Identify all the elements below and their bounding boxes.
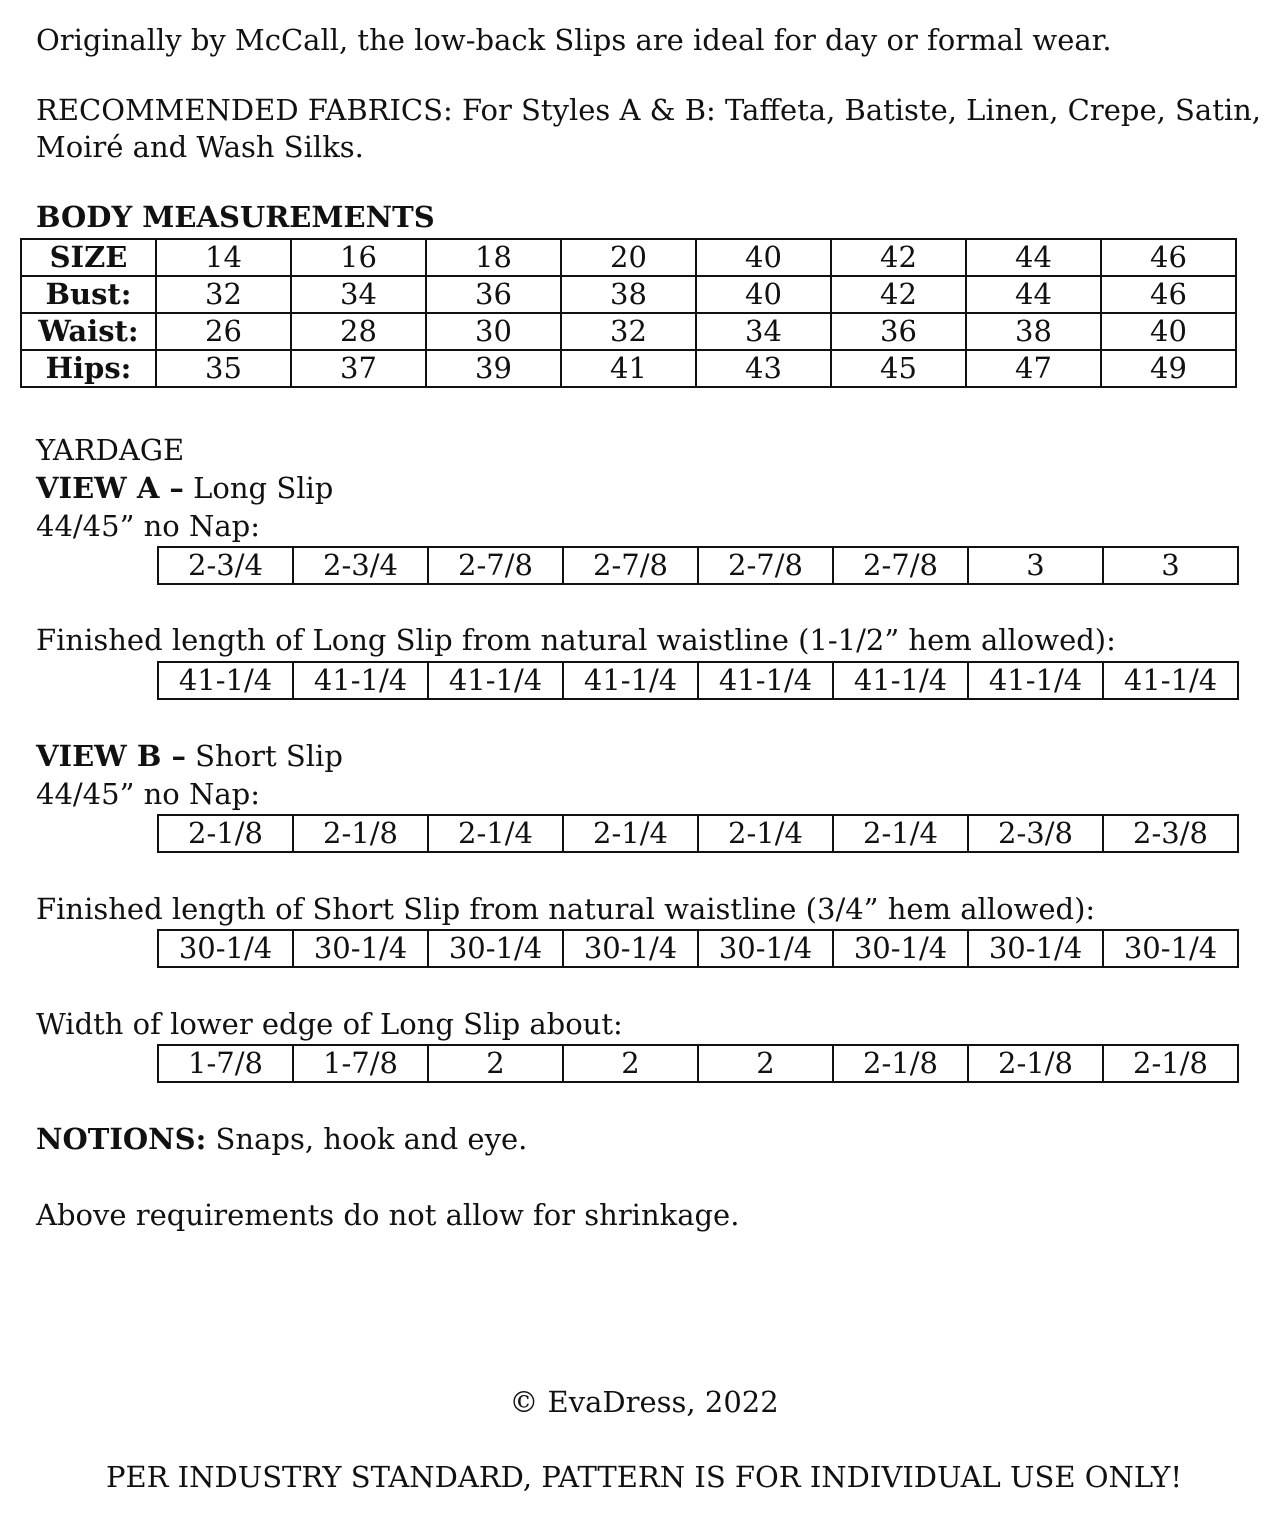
fabrics-line-1: RECOMMENDED FABRICS: For Styles A & B: Taffeta, Batiste, Linen, Crepe, Satin, xyxy=(36,93,1262,127)
table-cell: 42 xyxy=(831,239,966,276)
table-cell: 2-1/8 xyxy=(158,815,293,852)
table-cell: 36 xyxy=(831,313,966,350)
table-cell: 45 xyxy=(831,350,966,387)
table-cell: 40 xyxy=(696,276,831,313)
table-cell: 2-1/4 xyxy=(563,815,698,852)
table-cell: 46 xyxy=(1101,239,1236,276)
table-row xyxy=(21,239,1236,276)
table-cell: 2-1/8 xyxy=(833,1045,968,1082)
view-a-length-table xyxy=(157,661,1239,700)
width-table xyxy=(157,1044,1239,1083)
table-cell: 40 xyxy=(1101,313,1236,350)
table-row xyxy=(21,276,1236,313)
table-cell: 30-1/4 xyxy=(158,930,293,967)
table-cell: 26 xyxy=(156,313,291,350)
table-cell: 30-1/4 xyxy=(293,930,428,967)
row-label: Waist: xyxy=(21,313,156,350)
shrinkage-note: Above requirements do not allow for shrinkage. xyxy=(36,1198,740,1232)
view-a-description: Long Slip xyxy=(183,471,334,505)
table-cell: 36 xyxy=(426,276,561,313)
notions-label: NOTIONS: xyxy=(36,1122,207,1156)
table-cell: 41-1/4 xyxy=(563,662,698,699)
table-cell: 38 xyxy=(561,276,696,313)
table-cell: 46 xyxy=(1101,276,1236,313)
table-cell: 16 xyxy=(291,239,426,276)
fabrics-line-2: Moiré and Wash Silks. xyxy=(36,130,364,164)
view-a-yardage-table xyxy=(157,546,1239,585)
table-cell: 37 xyxy=(291,350,426,387)
view-b-title xyxy=(36,738,343,775)
table-cell: 30-1/4 xyxy=(428,930,563,967)
table-row xyxy=(158,815,1238,852)
view-b-label: VIEW B – xyxy=(36,739,186,773)
table-cell: 14 xyxy=(156,239,291,276)
table-cell: 41-1/4 xyxy=(293,662,428,699)
view-b-fabric-label: 44/45” no Nap: xyxy=(36,777,260,811)
table-cell: 2-3/4 xyxy=(293,547,428,584)
yardage-heading: YARDAGE xyxy=(36,433,185,467)
view-b-length-table xyxy=(157,929,1239,968)
view-b-yardage-table xyxy=(157,814,1239,853)
view-a-title xyxy=(36,470,333,507)
table-cell: 41-1/4 xyxy=(1103,662,1238,699)
table-cell: 43 xyxy=(696,350,831,387)
table-cell: 49 xyxy=(1101,350,1236,387)
body-measurements-table xyxy=(20,238,1237,388)
table-cell: 20 xyxy=(561,239,696,276)
table-cell: 34 xyxy=(291,276,426,313)
table-cell: 2-1/4 xyxy=(428,815,563,852)
table-cell: 30-1/4 xyxy=(563,930,698,967)
table-cell: 2-7/8 xyxy=(698,547,833,584)
table-cell: 41-1/4 xyxy=(428,662,563,699)
table-row xyxy=(158,547,1238,584)
table-cell: 30-1/4 xyxy=(1103,930,1238,967)
table-cell: 2-3/4 xyxy=(158,547,293,584)
table-cell: 2-1/8 xyxy=(293,815,428,852)
view-b-length-label: Finished length of Short Slip from natural waistline (3/4” hem allowed): xyxy=(36,892,1096,926)
table-row xyxy=(21,350,1236,387)
table-row xyxy=(158,662,1238,699)
view-b-description: Short Slip xyxy=(185,739,343,773)
row-label: SIZE xyxy=(21,239,156,276)
table-cell: 42 xyxy=(831,276,966,313)
body-measurements-heading: BODY MEASUREMENTS xyxy=(36,200,435,234)
table-cell: 41-1/4 xyxy=(833,662,968,699)
table-cell: 34 xyxy=(696,313,831,350)
view-a-label: VIEW A – xyxy=(36,471,184,505)
table-cell: 30-1/4 xyxy=(968,930,1103,967)
table-cell: 18 xyxy=(426,239,561,276)
table-cell: 44 xyxy=(966,239,1101,276)
table-cell: 2-1/4 xyxy=(698,815,833,852)
table-cell: 40 xyxy=(696,239,831,276)
table-cell: 1-7/8 xyxy=(158,1045,293,1082)
table-cell: 2 xyxy=(563,1045,698,1082)
table-cell: 3 xyxy=(1103,547,1238,584)
table-cell: 2 xyxy=(428,1045,563,1082)
table-cell: 30-1/4 xyxy=(698,930,833,967)
notions-line xyxy=(36,1121,527,1158)
table-cell: 32 xyxy=(156,276,291,313)
table-cell: 39 xyxy=(426,350,561,387)
table-cell: 2-1/8 xyxy=(968,1045,1103,1082)
table-cell: 2-7/8 xyxy=(833,547,968,584)
row-label: Bust: xyxy=(21,276,156,313)
table-cell: 30 xyxy=(426,313,561,350)
table-cell: 28 xyxy=(291,313,426,350)
table-cell: 2 xyxy=(698,1045,833,1082)
table-cell: 32 xyxy=(561,313,696,350)
table-cell: 1-7/8 xyxy=(293,1045,428,1082)
table-cell: 3 xyxy=(968,547,1103,584)
table-cell: 2-3/8 xyxy=(1103,815,1238,852)
width-label: Width of lower edge of Long Slip about: xyxy=(36,1007,623,1041)
view-a-length-label: Finished length of Long Slip from natural waistline (1-1/2” hem allowed): xyxy=(36,623,1116,657)
disclaimer: PER INDUSTRY STANDARD, PATTERN IS FOR INDIVIDUAL USE ONLY! xyxy=(105,1460,1183,1494)
table-cell: 30-1/4 xyxy=(833,930,968,967)
table-cell: 44 xyxy=(966,276,1101,313)
table-row xyxy=(158,1045,1238,1082)
table-cell: 35 xyxy=(156,350,291,387)
notions-text: Snaps, hook and eye. xyxy=(206,1122,528,1156)
table-cell: 2-1/4 xyxy=(833,815,968,852)
table-row xyxy=(158,930,1238,967)
table-cell: 41-1/4 xyxy=(158,662,293,699)
table-cell: 41-1/4 xyxy=(968,662,1103,699)
table-cell: 41 xyxy=(561,350,696,387)
table-cell: 47 xyxy=(966,350,1101,387)
copyright: © EvaDress, 2022 xyxy=(509,1385,779,1419)
table-cell: 2-7/8 xyxy=(428,547,563,584)
table-cell: 2-7/8 xyxy=(563,547,698,584)
view-a-fabric-label: 44/45” no Nap: xyxy=(36,509,260,543)
table-cell: 38 xyxy=(966,313,1101,350)
row-label: Hips: xyxy=(21,350,156,387)
table-cell: 2-3/8 xyxy=(968,815,1103,852)
table-cell: 2-1/8 xyxy=(1103,1045,1238,1082)
intro-text: Originally by McCall, the low-back Slips are ideal for day or formal wear. xyxy=(36,23,1112,57)
table-cell: 41-1/4 xyxy=(698,662,833,699)
table-row xyxy=(21,313,1236,350)
